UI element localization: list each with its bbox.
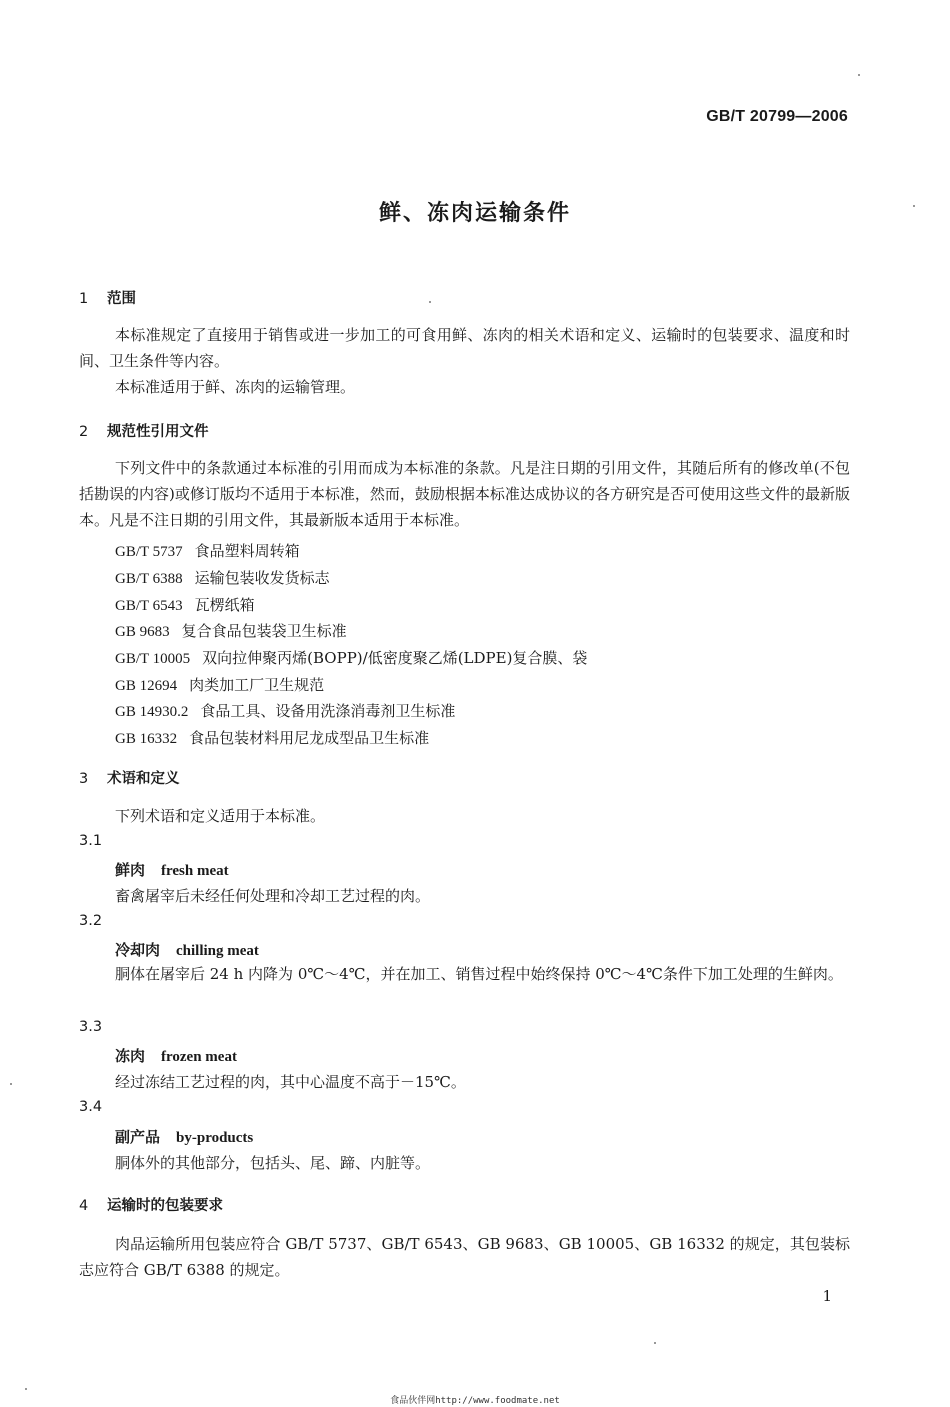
reference-title: 食品塑料周转箱 <box>194 542 300 560</box>
term-zh: 副产品 <box>115 1128 161 1146</box>
section-4-paragraph: 肉品运输所用包装应符合 GB/T 5737、GB/T 6543、GB 9683、GB 10005、GB 16332 的规定，其包装标志应符合 GB/T 6388 的规定。 <box>79 1235 850 1279</box>
scan-speck <box>654 1342 656 1344</box>
reference-item <box>115 540 300 561</box>
section-3-heading <box>79 767 180 788</box>
section-number: 3 <box>79 771 89 787</box>
term-heading <box>115 859 229 880</box>
section-3-intro: 下列术语和定义适用于本标准。 <box>115 807 326 825</box>
reference-title: 食品包装材料用尼龙成型品卫生标准 <box>189 729 430 747</box>
section-1-paragraph: 本标准规定了直接用于销售或进一步加工的可食用鲜、冻肉的相关术语和定义、运输时的包装要求、温度和时间、卫生条件等内容。 <box>79 326 850 370</box>
scan-speck <box>429 301 431 303</box>
term-en: chilling meat <box>176 943 259 959</box>
reference-item <box>115 647 587 668</box>
term-number: 3.1 <box>79 833 103 849</box>
reference-code: GB/T 6388 <box>115 571 183 587</box>
reference-title: 双向拉伸聚丙烯(BOPP)/低密度聚乙烯(LDPE)复合膜、袋 <box>202 649 588 667</box>
reference-code: GB 14930.2 <box>115 704 189 720</box>
reference-item <box>115 700 455 721</box>
section-1-scope: 本标准适用于鲜、冻肉的运输管理。 <box>115 378 356 396</box>
section-2-paragraph: 下列文件中的条款通过本标准的引用而成为本标准的条款。凡是注日期的引用文件，其随后所有的修改单(不包括勘误的内容)或修订版均不适用于本标准，然而，鼓励根据本标准达成协议的各方研究是否可使用这些文件的最新版本。凡是不注日期的引用文件，其最新版本适用于本标准。 <box>79 459 850 529</box>
reference-code: GB 16332 <box>115 731 178 747</box>
section-title: 运输时的包装要求 <box>107 1198 223 1214</box>
section-4-heading <box>79 1194 223 1215</box>
page-number: 1 <box>822 1287 832 1305</box>
section-title: 规范性引用文件 <box>107 424 209 440</box>
term-en: frozen meat <box>161 1049 237 1065</box>
section-number: 4 <box>79 1198 89 1214</box>
reference-title: 瓦楞纸箱 <box>194 596 255 614</box>
reference-title: 食品工具、设备用洗涤消毒剂卫生标准 <box>200 702 456 720</box>
term-number: 3.4 <box>79 1099 103 1115</box>
reference-title: 运输包装收发货标志 <box>194 569 330 587</box>
reference-title: 肉类加工厂卫生规范 <box>189 676 325 694</box>
section-number: 1 <box>79 291 89 307</box>
term-definition: 胴体外的其他部分，包括头、尾、蹄、内脏等。 <box>115 1154 431 1172</box>
term-heading <box>115 1045 237 1066</box>
reference-code: GB 12694 <box>115 678 178 694</box>
standard-number: GB/T 20799—2006 <box>706 108 848 125</box>
reference-title: 复合食品包装袋卫生标准 <box>181 622 347 640</box>
term-number: 3.2 <box>79 913 103 929</box>
term-zh: 鲜肉 <box>115 861 146 879</box>
reference-item <box>115 567 330 588</box>
term-definition: 畜禽屠宰后未经任何处理和冷却工艺过程的肉。 <box>115 887 431 905</box>
section-title: 术语和定义 <box>107 771 180 787</box>
term-en: fresh meat <box>161 863 229 879</box>
term-zh: 冻肉 <box>115 1047 146 1065</box>
term-zh: 冷却肉 <box>115 941 161 959</box>
reference-item <box>115 620 347 641</box>
scan-speck <box>25 1388 27 1390</box>
scan-speck <box>10 1083 12 1085</box>
section-number: 2 <box>79 424 89 440</box>
reference-item <box>115 594 255 615</box>
term-heading <box>115 1126 253 1147</box>
term-number: 3.3 <box>79 1019 103 1035</box>
reference-code: GB/T 10005 <box>115 651 191 667</box>
term-en: by-products <box>176 1130 254 1146</box>
reference-item <box>115 674 324 695</box>
reference-code: GB/T 5737 <box>115 544 183 560</box>
reference-code: GB 9683 <box>115 624 170 640</box>
scan-speck <box>858 74 860 76</box>
section-2-heading <box>79 420 209 441</box>
document-title: 鲜、冻肉运输条件 <box>378 201 571 226</box>
reference-item <box>115 727 429 748</box>
section-title: 范围 <box>107 291 136 307</box>
footer-watermark: 食品伙伴网http://www.foodmate.net <box>390 1396 560 1406</box>
term-heading <box>115 939 259 960</box>
section-1-heading <box>79 287 136 308</box>
reference-code: GB/T 6543 <box>115 598 183 614</box>
term-definition: 经过冻结工艺过程的肉，其中心温度不高于－15℃。 <box>115 1073 466 1091</box>
term-definition: 胴体在屠宰后 24 h 内降为 0℃～4℃，并在加工、销售过程中始终保持 0℃～4℃条件下加工处理的生鲜肉。 <box>115 965 843 983</box>
